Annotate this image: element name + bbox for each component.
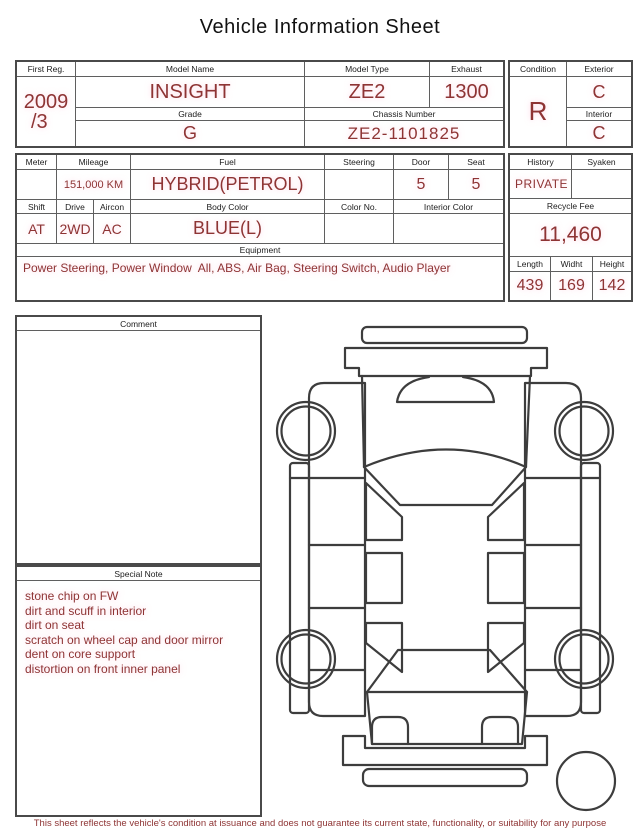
exterior-value: C: [566, 76, 631, 107]
first-reg-month: /3: [31, 110, 48, 133]
vehicle-id-table: [15, 60, 505, 148]
interior-label: Interior: [566, 107, 631, 120]
windshield: [367, 650, 527, 692]
steering-value: [324, 169, 393, 199]
shift-label: Shift: [17, 199, 56, 213]
special-note-line: scratch on wheel cap and door mirror: [25, 632, 224, 647]
syaken-label: Syaken: [571, 155, 631, 169]
history-value: PRIVATE: [510, 169, 571, 198]
height-label: Height: [592, 256, 631, 271]
condition-value: R: [510, 76, 566, 146]
exhaust-label: Exhaust: [429, 62, 503, 76]
color-no-label: Color No.: [324, 199, 393, 213]
rear-glass: [362, 376, 530, 467]
steering-label: Steering: [324, 155, 393, 169]
drive-label: Drive: [56, 199, 93, 213]
meter-label: Meter: [25, 157, 48, 167]
aircon-label: Aircon: [93, 199, 130, 213]
model-type-label: Model Type: [304, 62, 429, 76]
interior-color-value: [393, 213, 503, 243]
mileage-label: Mileage: [56, 155, 130, 169]
aircon-value: AC: [93, 213, 130, 243]
widht-value: 169: [550, 271, 592, 300]
mileage-value: 151,000 KM: [56, 169, 130, 199]
door-value: 5: [393, 169, 448, 199]
door-label: Door: [393, 155, 448, 169]
model-name-value: INSIGHT: [75, 76, 304, 107]
recycle-fee-value: 11,460: [510, 213, 631, 256]
condition-table: [508, 60, 633, 148]
history-fee-table: [508, 153, 633, 302]
fuel-value: HYBRID(PETROL): [130, 169, 324, 199]
equipment-value: Power Steering, Power Window All, ABS, Air Bag, Steering Switch, Audio Player: [17, 256, 503, 300]
condition-label: Condition: [520, 64, 556, 74]
chassis-number-value: ZE2-1101825: [304, 120, 503, 146]
page-title: Vehicle Information Sheet: [199, 16, 441, 38]
seat-label: Seat: [448, 155, 503, 169]
exterior-label: Exterior: [566, 62, 631, 76]
interior-value: C: [566, 120, 631, 146]
special-note-line: dirt on seat: [25, 618, 85, 632]
length-value: 439: [510, 271, 550, 300]
first-reg-year: 2009: [23, 90, 69, 113]
body-color-value: BLUE(L): [130, 213, 324, 243]
grade-value: G: [75, 120, 304, 146]
grade-label: Grade: [75, 107, 304, 120]
special-note-box: [15, 565, 262, 817]
equipment-label: Equipment: [17, 243, 503, 256]
disclaimer-text: This sheet reflects the vehicle's condition at issuance and does not guarantee its current state, functionality, or suitability for any purpose: [33, 818, 607, 829]
drive-value: 2WD: [56, 213, 93, 243]
special-note-line: dirt and scuff in interior: [25, 603, 147, 618]
exhaust-value: 1300: [429, 76, 503, 107]
comment-body: [17, 331, 260, 339]
widht-label: Widht: [550, 256, 592, 271]
car-damage-diagram: [272, 318, 634, 816]
special-note-header: Special Note: [17, 567, 260, 581]
roof-panel: [364, 450, 526, 506]
body-color-label: Body Color: [130, 199, 324, 213]
fuel-label: Fuel: [130, 155, 324, 169]
special-note-body: [17, 581, 260, 676]
special-note-line: distortion on front inner panel: [25, 661, 181, 676]
chassis-number-label: Chassis Number: [304, 107, 503, 120]
syaken-value: [571, 169, 631, 198]
height-value: 142: [592, 271, 631, 300]
spare-wheel: [557, 752, 615, 810]
special-note-line: dent on core support: [25, 647, 136, 661]
comment-header: Comment: [17, 317, 260, 331]
interior-color-label: Interior Color: [393, 199, 503, 213]
hood: [367, 692, 527, 744]
history-label: History: [527, 157, 554, 167]
comment-box: [15, 315, 262, 565]
seat-value: 5: [448, 169, 503, 199]
first-reg-value: [17, 76, 75, 146]
special-note-line: stone chip on FW: [25, 589, 119, 603]
meter-value: [17, 169, 56, 199]
recycle-fee-label: Recycle Fee: [510, 198, 631, 213]
color-no-value: [324, 213, 393, 243]
specs-table: [15, 153, 505, 302]
model-name-label: Model Name: [75, 62, 304, 76]
model-type-value: ZE2: [304, 76, 429, 107]
rear-bumper: [345, 327, 547, 376]
length-label: Length: [510, 256, 550, 271]
shift-value: AT: [17, 213, 56, 243]
first-reg-label: First Reg.: [27, 64, 65, 74]
